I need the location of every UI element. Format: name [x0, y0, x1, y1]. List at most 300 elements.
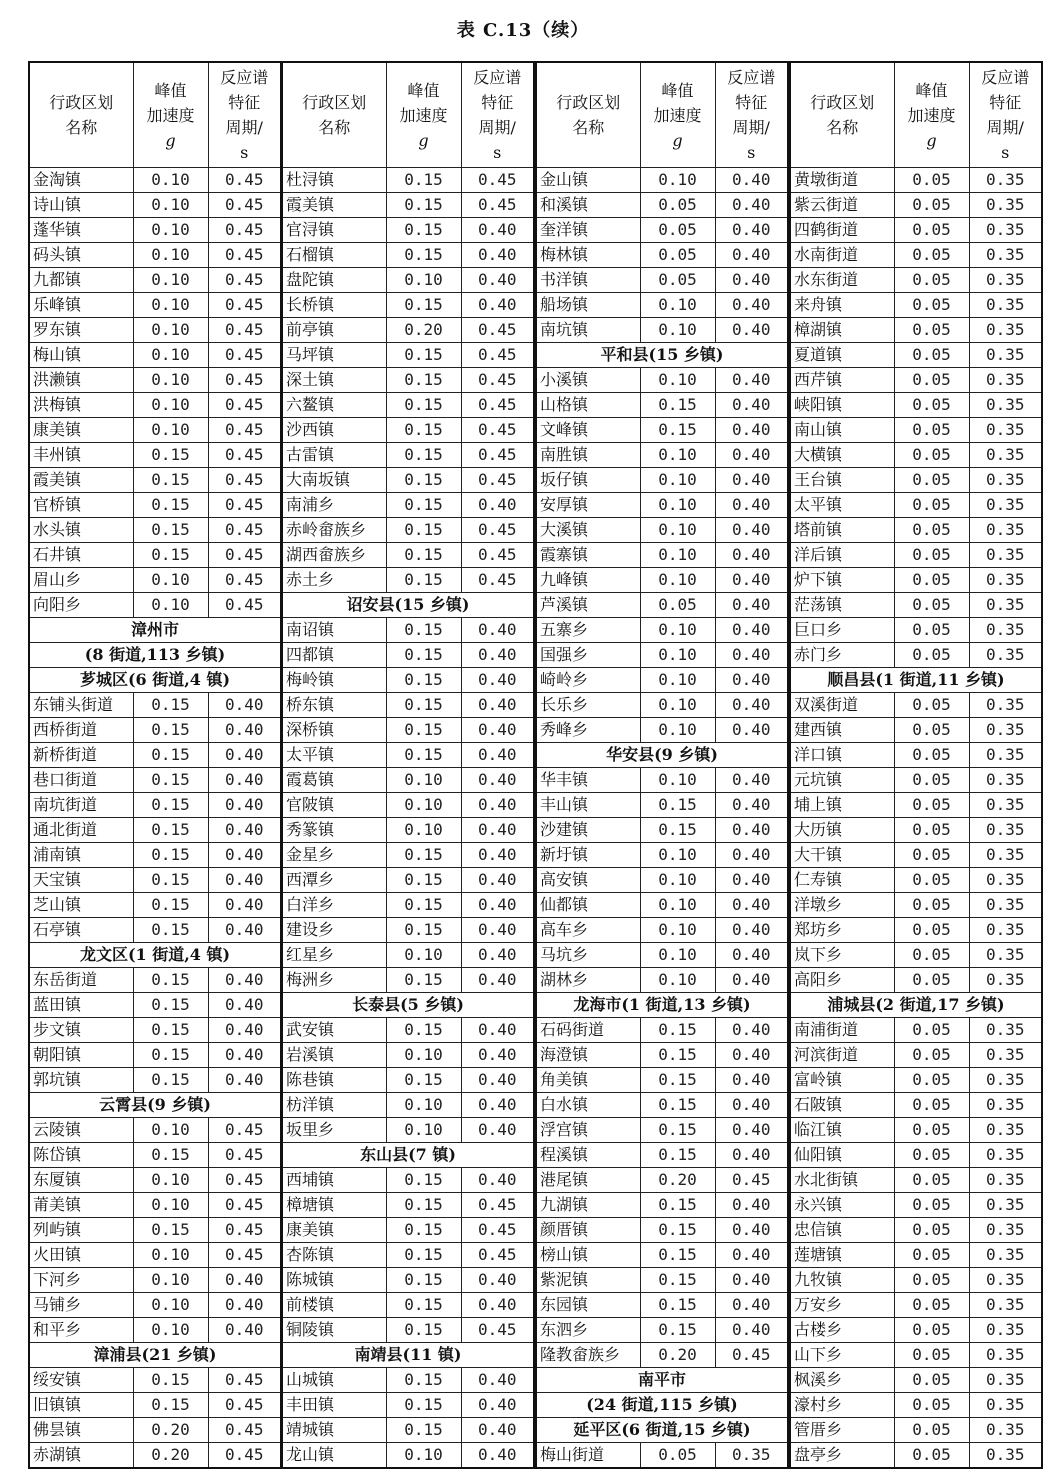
header-line: s [1001, 143, 1010, 162]
area-name: 白洋乡 [282, 893, 386, 918]
section-heading: 南平市 [536, 1368, 788, 1393]
peak-acceleration-value: 0.10 [640, 668, 715, 693]
spectrum-period-value: 0.40 [461, 918, 534, 943]
table-row [29, 968, 281, 993]
table-row [29, 543, 281, 568]
area-name: 浮宫镇 [536, 1118, 640, 1143]
table-row [29, 293, 281, 318]
header-line: 周期/ [732, 118, 770, 137]
section-row [790, 993, 1042, 1018]
section-heading: 漳州市 [29, 618, 281, 643]
spectrum-period-value: 0.45 [208, 168, 281, 193]
table-row [790, 1043, 1042, 1068]
area-name: 角美镇 [536, 1068, 640, 1093]
spectrum-period-value: 0.40 [715, 843, 788, 868]
peak-acceleration-value: 0.05 [894, 718, 969, 743]
page-title: 表 C.13（续） [456, 20, 590, 41]
table-row [282, 568, 534, 593]
table-row [282, 468, 534, 493]
peak-acceleration-value: 0.05 [894, 743, 969, 768]
peak-acceleration-value: 0.15 [640, 1218, 715, 1243]
section-row [282, 1343, 534, 1368]
section-heading: 云霄县(9 乡镇) [29, 1093, 281, 1118]
spectrum-period-value: 0.45 [461, 568, 534, 593]
table-row [282, 668, 534, 693]
table-row [282, 1018, 534, 1043]
area-name: 赤湖镇 [29, 1443, 133, 1469]
area-name: 梅山街道 [536, 1443, 640, 1469]
data-table-column [28, 61, 282, 1469]
peak-acceleration-value: 0.05 [894, 1418, 969, 1443]
peak-acceleration-value: 0.15 [133, 543, 208, 568]
spectrum-period-value: 0.45 [208, 418, 281, 443]
spectrum-period-value: 0.35 [969, 193, 1042, 218]
area-name: 下河乡 [29, 1268, 133, 1293]
table-row [29, 768, 281, 793]
area-name: 富岭镇 [790, 1068, 894, 1093]
table-row [536, 168, 788, 193]
section-heading: (8 街道,113 乡镇) [29, 643, 281, 668]
area-name: 文峰镇 [536, 418, 640, 443]
peak-acceleration-value: 0.15 [386, 1193, 461, 1218]
table-row [282, 718, 534, 743]
spectrum-period-value: 0.35 [969, 543, 1042, 568]
spectrum-period-value: 0.40 [715, 618, 788, 643]
spectrum-period-value: 0.35 [969, 968, 1042, 993]
spectrum-period-value: 0.45 [461, 1318, 534, 1343]
spectrum-period-value: 0.40 [715, 968, 788, 993]
table-row [790, 593, 1042, 618]
header-line: 反应谱 [473, 68, 522, 87]
spectrum-period-value: 0.45 [208, 393, 281, 418]
table-row [536, 418, 788, 443]
peak-acceleration-value: 0.05 [894, 1118, 969, 1143]
area-name: 塔前镇 [790, 518, 894, 543]
peak-acceleration-value: 0.15 [386, 243, 461, 268]
spectrum-period-value: 0.40 [461, 793, 534, 818]
area-name: 海澄镇 [536, 1043, 640, 1068]
peak-acceleration-value: 0.05 [894, 1093, 969, 1118]
spectrum-period-value: 0.40 [715, 1018, 788, 1043]
spectrum-period-value: 0.35 [969, 1043, 1042, 1068]
peak-acceleration-value: 0.15 [133, 743, 208, 768]
section-row [536, 993, 788, 1018]
spectrum-period-value: 0.45 [208, 568, 281, 593]
table-row [282, 1418, 534, 1443]
data-table-group [28, 61, 1036, 1464]
spectrum-period-value: 0.40 [715, 443, 788, 468]
header-line: 行政区划 [810, 93, 875, 112]
table-row [282, 743, 534, 768]
area-name: 通北街道 [29, 818, 133, 843]
peak-acceleration-value: 0.15 [386, 643, 461, 668]
table-row [536, 243, 788, 268]
table-row [790, 768, 1042, 793]
area-name: 南诏镇 [282, 618, 386, 643]
spectrum-period-value: 0.45 [461, 418, 534, 443]
spectrum-period-value: 0.35 [969, 768, 1042, 793]
area-name: 东泗乡 [536, 1318, 640, 1343]
table-row [790, 1318, 1042, 1343]
area-name: 太平镇 [790, 493, 894, 518]
table-row [536, 218, 788, 243]
spectrum-period-value: 0.40 [715, 193, 788, 218]
area-name: 佛昙镇 [29, 1418, 133, 1443]
area-name: 浦南镇 [29, 843, 133, 868]
peak-acceleration-value: 0.05 [894, 418, 969, 443]
peak-acceleration-value: 0.15 [386, 168, 461, 193]
area-name: 樟湖镇 [790, 318, 894, 343]
spectrum-period-value: 0.40 [715, 168, 788, 193]
peak-acceleration-value: 0.15 [133, 893, 208, 918]
section-heading: 龙文区(1 街道,4 镇) [29, 943, 281, 968]
area-name: 港尾镇 [536, 1168, 640, 1193]
table-row [29, 1143, 281, 1168]
table-row [790, 1018, 1042, 1043]
table-row [29, 593, 281, 618]
table-row [29, 793, 281, 818]
peak-acceleration-value: 0.15 [640, 793, 715, 818]
spectrum-period-value: 0.40 [715, 1068, 788, 1093]
area-name: 万安乡 [790, 1293, 894, 1318]
area-name: 南浦乡 [282, 493, 386, 518]
area-name: 梅山镇 [29, 343, 133, 368]
area-name: 枫溪乡 [790, 1368, 894, 1393]
spectrum-period-value: 0.35 [969, 418, 1042, 443]
table-row [282, 318, 534, 343]
section-heading: 顺昌县(1 街道,11 乡镇) [790, 668, 1042, 693]
peak-acceleration-value: 0.05 [894, 1143, 969, 1168]
area-name: 颜厝镇 [536, 1218, 640, 1243]
table-row [536, 968, 788, 993]
table-row [282, 343, 534, 368]
peak-acceleration-value: 0.05 [894, 568, 969, 593]
peak-acceleration-value: 0.15 [133, 1043, 208, 1068]
area-name: 石井镇 [29, 543, 133, 568]
area-name: 水东街道 [790, 268, 894, 293]
table-row [790, 693, 1042, 718]
peak-acceleration-value: 0.05 [894, 368, 969, 393]
peak-acceleration-value: 0.10 [133, 168, 208, 193]
table-row [536, 1143, 788, 1168]
table-row [790, 268, 1042, 293]
table-row [790, 1243, 1042, 1268]
area-name: 蓝田镇 [29, 993, 133, 1018]
spectrum-period-value: 0.40 [208, 1293, 281, 1318]
spectrum-period-value: 0.40 [461, 818, 534, 843]
area-name: 太平镇 [282, 743, 386, 768]
table-row [536, 668, 788, 693]
area-name: 蓬华镇 [29, 218, 133, 243]
area-name: 船场镇 [536, 293, 640, 318]
peak-acceleration-value: 0.05 [894, 543, 969, 568]
area-name: 红星乡 [282, 943, 386, 968]
spectrum-period-value: 0.45 [461, 393, 534, 418]
peak-acceleration-value: 0.10 [133, 193, 208, 218]
peak-acceleration-value: 0.15 [133, 818, 208, 843]
spectrum-period-value: 0.35 [969, 818, 1042, 843]
area-name: 大横镇 [790, 443, 894, 468]
table-row [790, 543, 1042, 568]
table-row [282, 643, 534, 668]
peak-acceleration-value: 0.05 [894, 193, 969, 218]
section-heading: 华安县(9 乡镇) [536, 743, 788, 768]
spectrum-period-value: 0.40 [208, 1268, 281, 1293]
spectrum-period-value: 0.45 [208, 493, 281, 518]
header-line: g [165, 130, 176, 150]
table-row [29, 568, 281, 593]
table-row [282, 1168, 534, 1193]
table-row [790, 293, 1042, 318]
area-name: 坂里乡 [282, 1118, 386, 1143]
peak-acceleration-value: 0.15 [386, 893, 461, 918]
table-row [790, 318, 1042, 343]
spectrum-period-value: 0.40 [715, 418, 788, 443]
peak-acceleration-value: 0.15 [386, 468, 461, 493]
table-row [536, 893, 788, 918]
spectrum-period-value: 0.40 [715, 318, 788, 343]
spectrum-period-value: 0.45 [461, 1218, 534, 1243]
peak-acceleration-value: 0.05 [894, 1393, 969, 1418]
table-row [790, 643, 1042, 668]
spectrum-period-value: 0.40 [715, 1243, 788, 1268]
spectrum-period-value: 0.40 [715, 643, 788, 668]
area-name: 赤岭畲族乡 [282, 518, 386, 543]
peak-acceleration-value: 0.15 [386, 518, 461, 543]
area-name: 黄墩街道 [790, 168, 894, 193]
peak-acceleration-value: 0.15 [386, 743, 461, 768]
table-row [790, 493, 1042, 518]
table-row [29, 1193, 281, 1218]
area-name: 四鹤街道 [790, 218, 894, 243]
area-name: 夏道镇 [790, 343, 894, 368]
spectrum-period-value: 0.40 [715, 718, 788, 743]
spectrum-period-value: 0.40 [461, 243, 534, 268]
spectrum-period-value: 0.40 [461, 1368, 534, 1393]
spectrum-period-value: 0.35 [969, 1093, 1042, 1118]
area-name: 康美镇 [29, 418, 133, 443]
spectrum-period-value: 0.40 [715, 518, 788, 543]
area-name: 濠村乡 [790, 1393, 894, 1418]
table-row [790, 618, 1042, 643]
spectrum-period-value: 0.40 [715, 368, 788, 393]
section-heading: 浦城县(2 街道,17 乡镇) [790, 993, 1042, 1018]
spectrum-period-value: 0.40 [461, 693, 534, 718]
spectrum-period-value: 0.40 [461, 768, 534, 793]
header-line: 周期/ [225, 118, 263, 137]
area-name: 紫云街道 [790, 193, 894, 218]
table-row [29, 693, 281, 718]
area-name: 新圩镇 [536, 843, 640, 868]
area-name: 华丰镇 [536, 768, 640, 793]
area-name: 山格镇 [536, 393, 640, 418]
area-name: 岩溪镇 [282, 1043, 386, 1068]
spectrum-period-value: 0.35 [969, 1368, 1042, 1393]
spectrum-period-value: 0.45 [208, 368, 281, 393]
header-line: 名称 [318, 118, 351, 137]
peak-acceleration-value: 0.15 [386, 718, 461, 743]
area-name: 陈岱镇 [29, 1143, 133, 1168]
section-row [29, 643, 281, 668]
header-spectrum-period [208, 62, 281, 168]
area-name: 安厚镇 [536, 493, 640, 518]
area-name: 洋墩乡 [790, 893, 894, 918]
table-row [790, 868, 1042, 893]
peak-acceleration-value: 0.10 [640, 843, 715, 868]
header-line: 峰值 [661, 80, 694, 100]
table-row [29, 343, 281, 368]
spectrum-period-value: 0.35 [969, 1218, 1042, 1243]
spectrum-period-value: 0.40 [208, 868, 281, 893]
header-line: 加速度 [146, 105, 195, 125]
peak-acceleration-value: 0.10 [640, 293, 715, 318]
peak-acceleration-value: 0.15 [640, 1143, 715, 1168]
peak-acceleration-value: 0.15 [386, 1218, 461, 1243]
area-name: 山下乡 [790, 1343, 894, 1368]
spectrum-period-value: 0.35 [969, 843, 1042, 868]
table-row [536, 1018, 788, 1043]
table-row [29, 743, 281, 768]
area-name: 洪濑镇 [29, 368, 133, 393]
table-row [536, 1343, 788, 1368]
spectrum-period-value: 0.35 [969, 1393, 1042, 1418]
area-name: 和溪镇 [536, 193, 640, 218]
header-spectrum-period [969, 62, 1042, 168]
table-row [790, 218, 1042, 243]
peak-acceleration-value: 0.15 [386, 1368, 461, 1393]
area-name: 康美镇 [282, 1218, 386, 1243]
area-name: 湖西畲族乡 [282, 543, 386, 568]
spectrum-period-value: 0.35 [969, 1293, 1042, 1318]
table-row [282, 1293, 534, 1318]
peak-acceleration-value: 0.15 [386, 293, 461, 318]
header-line: s [747, 143, 756, 162]
table-row [790, 1393, 1042, 1418]
peak-acceleration-value: 0.10 [133, 1193, 208, 1218]
spectrum-period-value: 0.40 [461, 943, 534, 968]
table-row [536, 843, 788, 868]
peak-acceleration-value: 0.10 [133, 343, 208, 368]
area-name: 管厝乡 [790, 1418, 894, 1443]
table-row [536, 568, 788, 593]
spectrum-period-value: 0.40 [715, 243, 788, 268]
spectrum-period-value: 0.35 [969, 518, 1042, 543]
table-row [790, 1118, 1042, 1143]
area-name: 金星乡 [282, 843, 386, 868]
peak-acceleration-value: 0.10 [640, 443, 715, 468]
spectrum-period-value: 0.35 [969, 168, 1042, 193]
table-row [282, 268, 534, 293]
spectrum-period-value: 0.45 [208, 1443, 281, 1469]
peak-acceleration-value: 0.05 [894, 1218, 969, 1243]
area-name: 步文镇 [29, 1018, 133, 1043]
peak-acceleration-value: 0.15 [133, 768, 208, 793]
peak-acceleration-value: 0.10 [640, 943, 715, 968]
spectrum-period-value: 0.40 [715, 1093, 788, 1118]
table-row [282, 418, 534, 443]
area-name: 西桥街道 [29, 718, 133, 743]
table-row [29, 268, 281, 293]
peak-acceleration-value: 0.05 [894, 518, 969, 543]
table-row [790, 718, 1042, 743]
table-row [282, 1318, 534, 1343]
table-row [282, 793, 534, 818]
spectrum-period-value: 0.40 [715, 693, 788, 718]
table-row [790, 168, 1042, 193]
area-name: 樟塘镇 [282, 1193, 386, 1218]
peak-acceleration-value: 0.15 [386, 443, 461, 468]
peak-acceleration-value: 0.15 [133, 793, 208, 818]
area-name: 榜山镇 [536, 1243, 640, 1268]
spectrum-period-value: 0.40 [715, 1218, 788, 1243]
peak-acceleration-value: 0.15 [386, 618, 461, 643]
area-name: 杏陈镇 [282, 1243, 386, 1268]
table-row [790, 818, 1042, 843]
peak-acceleration-value: 0.10 [133, 243, 208, 268]
area-name: 杜浔镇 [282, 168, 386, 193]
table-row [536, 693, 788, 718]
spectrum-period-value: 0.40 [461, 843, 534, 868]
area-name: 永兴镇 [790, 1193, 894, 1218]
table-row [536, 1168, 788, 1193]
table-row [282, 1068, 534, 1093]
spectrum-period-value: 0.40 [461, 1093, 534, 1118]
table-row [790, 368, 1042, 393]
area-name: 芦溪镇 [536, 593, 640, 618]
area-name: 洋口镇 [790, 743, 894, 768]
header-name [29, 62, 133, 168]
peak-acceleration-value: 0.05 [894, 968, 969, 993]
peak-acceleration-value: 0.15 [640, 1243, 715, 1268]
area-name: 双溪街道 [790, 693, 894, 718]
peak-acceleration-value: 0.15 [386, 493, 461, 518]
peak-acceleration-value: 0.20 [386, 318, 461, 343]
area-name: 深土镇 [282, 368, 386, 393]
table-row [282, 618, 534, 643]
peak-acceleration-value: 0.15 [133, 1368, 208, 1393]
table-row [536, 1268, 788, 1293]
spectrum-period-value: 0.40 [208, 893, 281, 918]
table-row [536, 443, 788, 468]
area-name: 洪梅镇 [29, 393, 133, 418]
spectrum-period-value: 0.35 [969, 1068, 1042, 1093]
table-row [790, 1443, 1042, 1469]
spectrum-period-value: 0.45 [461, 543, 534, 568]
section-heading: 诏安县(15 乡镇) [282, 593, 534, 618]
area-name: 梅洲乡 [282, 968, 386, 993]
section-heading: 长泰县(5 乡镇) [282, 993, 534, 1018]
spectrum-period-value: 0.35 [969, 243, 1042, 268]
area-name: 陈巷镇 [282, 1068, 386, 1093]
table-row [790, 1368, 1042, 1393]
spectrum-period-value: 0.40 [461, 1293, 534, 1318]
area-name: 河滨街道 [790, 1043, 894, 1068]
spectrum-period-value: 0.40 [715, 1293, 788, 1318]
area-name: 沙西镇 [282, 418, 386, 443]
area-name: 程溪镇 [536, 1143, 640, 1168]
spectrum-period-value: 0.40 [208, 968, 281, 993]
peak-acceleration-value: 0.10 [133, 293, 208, 318]
area-name: 丰州镇 [29, 443, 133, 468]
area-name: 罗东镇 [29, 318, 133, 343]
area-name: 建设乡 [282, 918, 386, 943]
spectrum-period-value: 0.40 [461, 968, 534, 993]
spectrum-period-value: 0.40 [208, 743, 281, 768]
table-row [29, 1043, 281, 1068]
table-row [790, 1293, 1042, 1318]
table-row [282, 1193, 534, 1218]
peak-acceleration-value: 0.10 [133, 418, 208, 443]
